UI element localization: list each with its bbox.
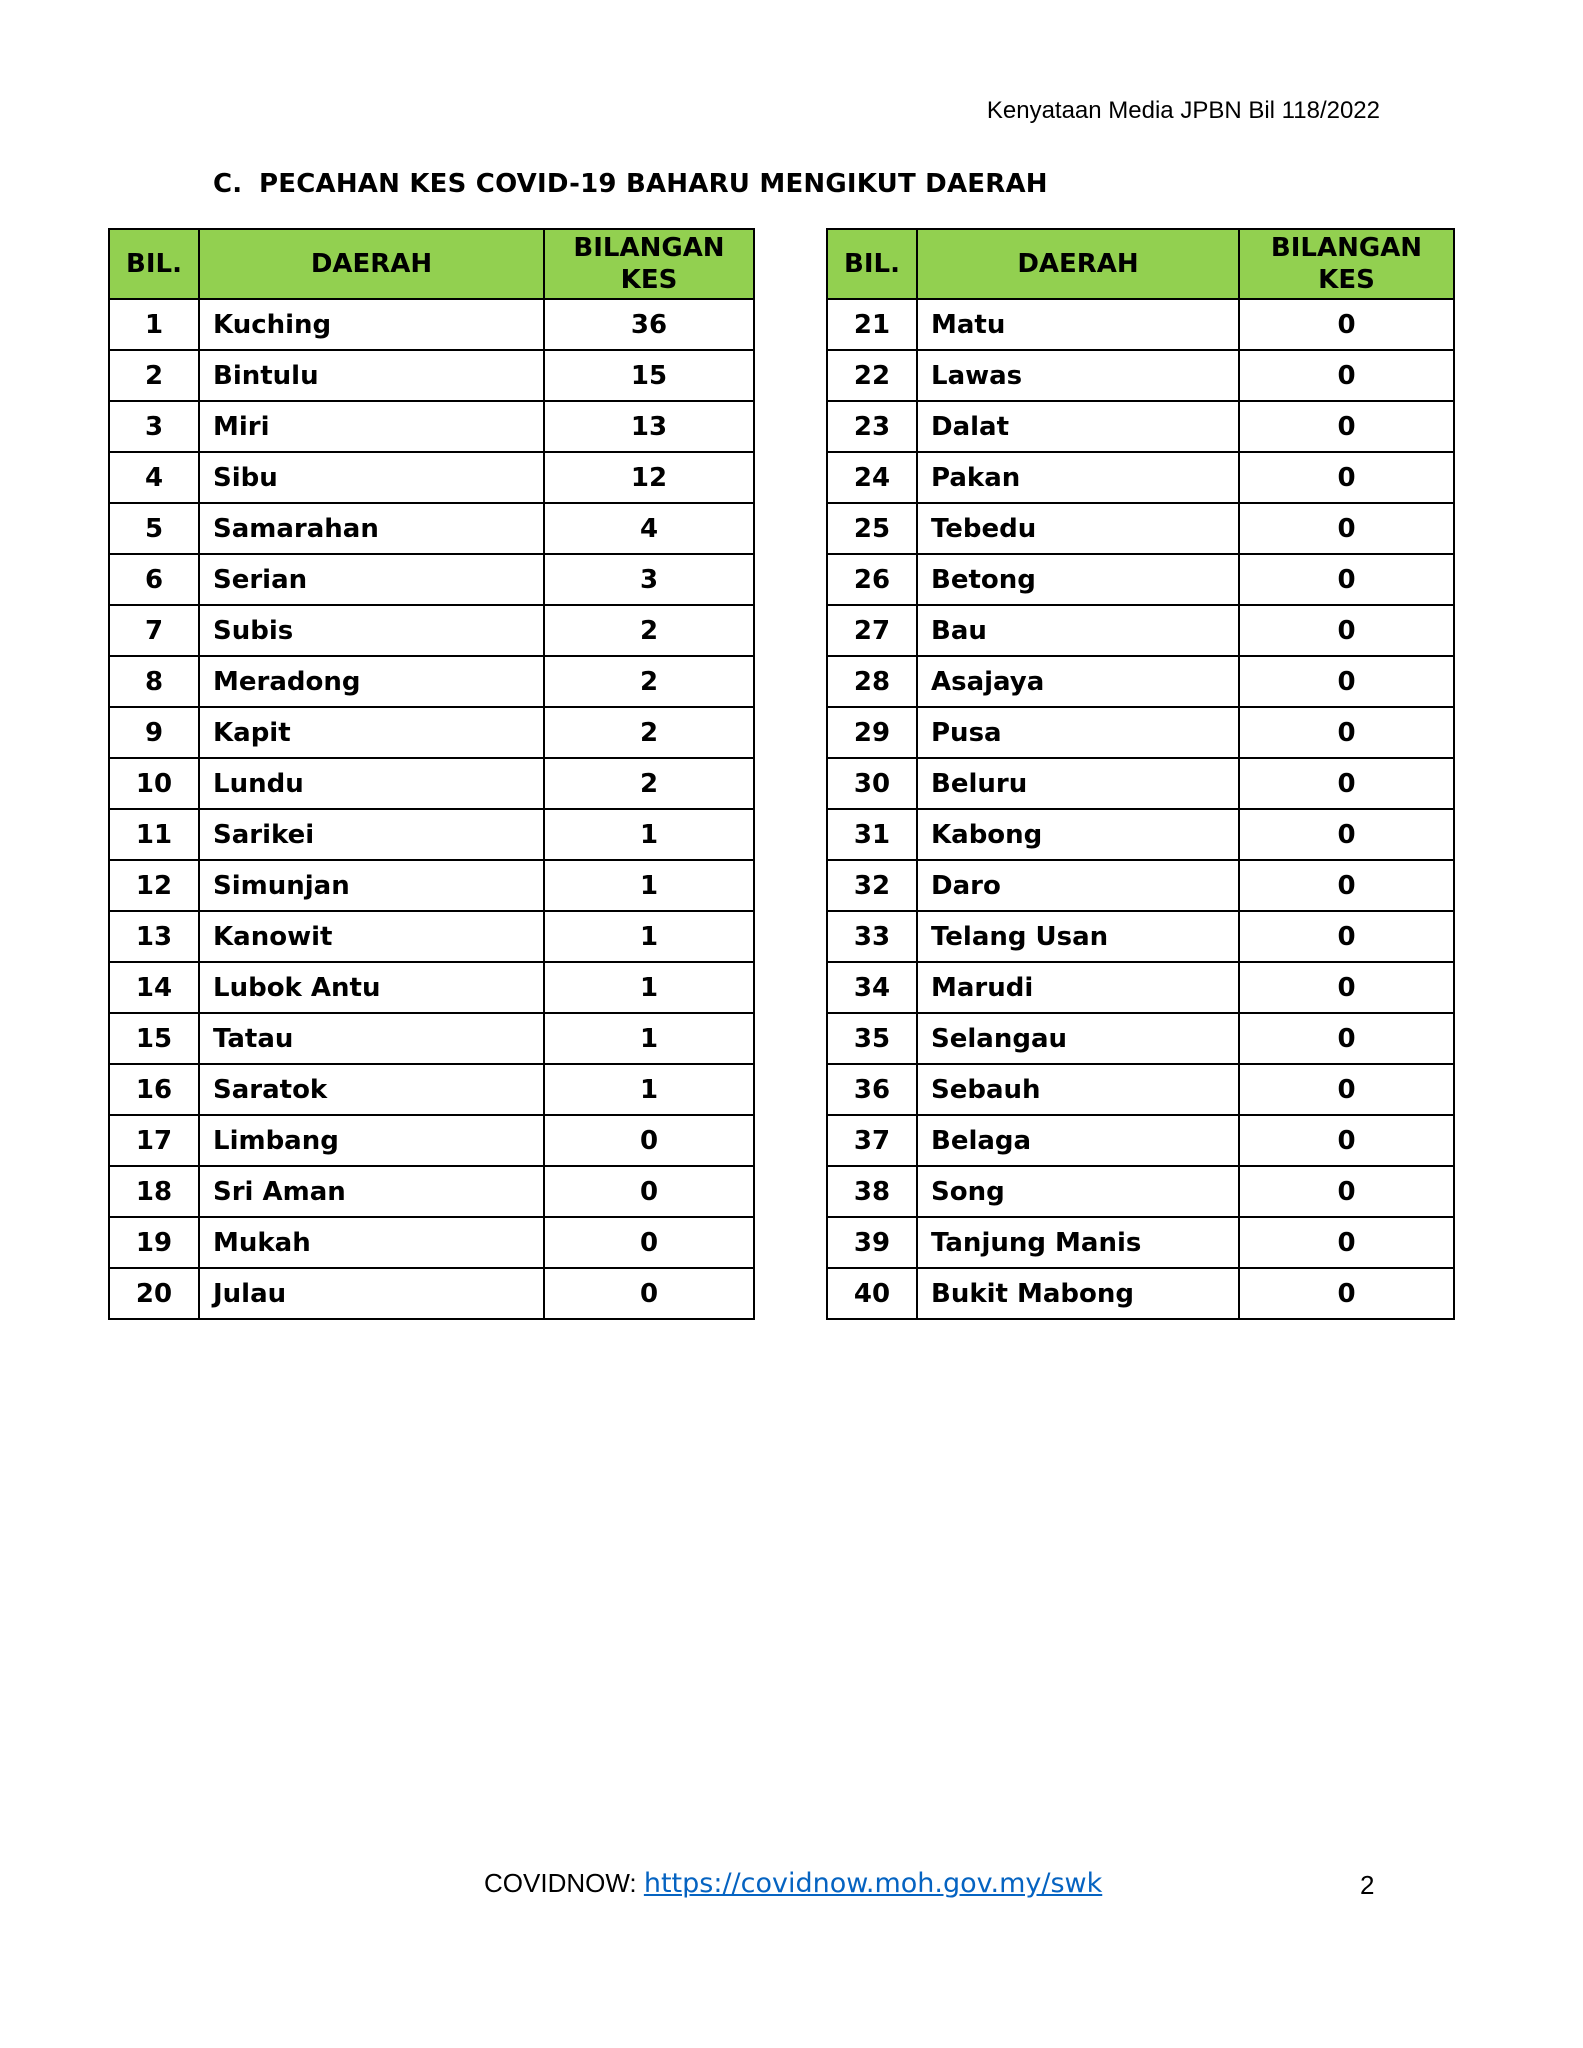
table-row [109,401,754,452]
section-title: PECAHAN KES COVID-19 BAHARU MENGIKUT DAERAH [259,169,1048,199]
table-row [109,860,754,911]
row-district-cell: Lawas [917,350,1239,401]
row-cases-cell: 0 [1239,452,1454,503]
row-number-cell: 3 [109,401,199,452]
row-cases-cell: 4 [544,503,754,554]
section-heading [213,169,1048,199]
row-district-cell: Simunjan [199,860,544,911]
table-row [109,1268,754,1319]
row-cases-cell: 2 [544,707,754,758]
table-row [109,605,754,656]
table-row [109,554,754,605]
row-cases-cell: 0 [1239,1064,1454,1115]
row-district-cell: Miri [199,401,544,452]
row-district-cell: Marudi [917,962,1239,1013]
row-district-cell: Kabong [917,809,1239,860]
row-number-cell: 28 [827,656,917,707]
row-number-cell: 20 [109,1268,199,1319]
row-cases-cell: 1 [544,860,754,911]
table-row [109,299,754,350]
row-cases-cell: 2 [544,605,754,656]
row-cases-cell: 0 [1239,809,1454,860]
row-cases-cell: 2 [544,758,754,809]
table-row [109,1115,754,1166]
column-header-cases [1239,229,1454,299]
row-cases-cell: 0 [1239,860,1454,911]
district-table-right-body [827,299,1454,1319]
row-district-cell: Samarahan [199,503,544,554]
table-row [109,503,754,554]
table-row [827,1064,1454,1115]
table-row [827,1013,1454,1064]
table-row [109,1166,754,1217]
row-number-cell: 27 [827,605,917,656]
row-cases-cell: 0 [1239,962,1454,1013]
row-number-cell: 33 [827,911,917,962]
row-district-cell: Telang Usan [917,911,1239,962]
row-district-cell: Asajaya [917,656,1239,707]
table-row [827,554,1454,605]
row-number-cell: 31 [827,809,917,860]
row-district-cell: Betong [917,554,1239,605]
row-district-cell: Tanjung Manis [917,1217,1239,1268]
table-row [109,1217,754,1268]
row-district-cell: Serian [199,554,544,605]
footer-source [484,1868,1102,1899]
row-district-cell: Sri Aman [199,1166,544,1217]
footer-prefix: COVIDNOW: [484,1868,644,1898]
row-cases-cell: 1 [544,1013,754,1064]
row-district-cell: Tebedu [917,503,1239,554]
row-district-cell: Bintulu [199,350,544,401]
district-table-left [108,228,755,1320]
row-district-cell: Selangau [917,1013,1239,1064]
row-district-cell: Tatau [199,1013,544,1064]
row-district-cell: Beluru [917,758,1239,809]
row-number-cell: 9 [109,707,199,758]
row-cases-cell: 0 [1239,1115,1454,1166]
row-number-cell: 6 [109,554,199,605]
table-row [109,452,754,503]
column-header-cases-line1: BILANGAN [573,233,725,263]
row-number-cell: 22 [827,350,917,401]
row-number-cell: 18 [109,1166,199,1217]
covidnow-link[interactable]: https://covidnow.moh.gov.my/swk [643,1868,1103,1899]
row-number-cell: 23 [827,401,917,452]
row-cases-cell: 0 [1239,503,1454,554]
row-cases-cell: 2 [544,656,754,707]
table-row [827,452,1454,503]
row-district-cell: Pusa [917,707,1239,758]
table-row [827,350,1454,401]
row-district-cell: Saratok [199,1064,544,1115]
page-number: 2 [1360,1870,1375,1900]
row-cases-cell: 3 [544,554,754,605]
row-number-cell: 19 [109,1217,199,1268]
row-cases-cell: 0 [1239,1217,1454,1268]
column-header-cases [544,229,754,299]
row-district-cell: Lubok Antu [199,962,544,1013]
table-header-row [827,229,1454,299]
table-row [827,809,1454,860]
column-header-cases-line2: KES [1318,265,1375,295]
document-reference: Kenyataan Media JPBN Bil 118/2022 [986,97,1380,124]
table-row [827,401,1454,452]
row-cases-cell: 0 [1239,758,1454,809]
table-row [109,656,754,707]
row-number-cell: 12 [109,860,199,911]
table-row [109,758,754,809]
row-number-cell: 16 [109,1064,199,1115]
row-number-cell: 32 [827,860,917,911]
row-number-cell: 40 [827,1268,917,1319]
row-district-cell: Bau [917,605,1239,656]
row-cases-cell: 0 [1239,1013,1454,1064]
table-row [827,503,1454,554]
table-row [109,809,754,860]
row-number-cell: 2 [109,350,199,401]
row-number-cell: 17 [109,1115,199,1166]
row-cases-cell: 0 [544,1217,754,1268]
row-number-cell: 10 [109,758,199,809]
row-number-cell: 30 [827,758,917,809]
column-header-district: DAERAH [917,229,1239,299]
row-number-cell: 38 [827,1166,917,1217]
section-letter: C. [213,169,243,199]
row-number-cell: 13 [109,911,199,962]
table-row [827,1268,1454,1319]
row-cases-cell: 1 [544,1064,754,1115]
row-number-cell: 14 [109,962,199,1013]
row-cases-cell: 0 [1239,299,1454,350]
table-row [827,1115,1454,1166]
row-district-cell: Lundu [199,758,544,809]
row-district-cell: Pakan [917,452,1239,503]
district-table-left-body [109,299,754,1319]
row-cases-cell: 0 [1239,605,1454,656]
column-header-number: BIL. [109,229,199,299]
row-district-cell: Song [917,1166,1239,1217]
row-cases-cell: 0 [544,1115,754,1166]
row-cases-cell: 1 [544,962,754,1013]
row-cases-cell: 0 [1239,350,1454,401]
row-number-cell: 24 [827,452,917,503]
row-district-cell: Kanowit [199,911,544,962]
row-number-cell: 15 [109,1013,199,1064]
row-cases-cell: 36 [544,299,754,350]
table-row [827,605,1454,656]
row-number-cell: 39 [827,1217,917,1268]
row-cases-cell: 0 [1239,1166,1454,1217]
column-header-district: DAERAH [199,229,544,299]
table-row [827,1217,1454,1268]
row-number-cell: 7 [109,605,199,656]
table-row [827,1166,1454,1217]
row-number-cell: 5 [109,503,199,554]
row-cases-cell: 1 [544,809,754,860]
table-row [109,911,754,962]
row-cases-cell: 1 [544,911,754,962]
row-district-cell: Belaga [917,1115,1239,1166]
row-cases-cell: 0 [1239,554,1454,605]
row-cases-cell: 0 [1239,656,1454,707]
table-row [109,962,754,1013]
row-cases-cell: 13 [544,401,754,452]
row-number-cell: 29 [827,707,917,758]
row-number-cell: 25 [827,503,917,554]
row-cases-cell: 0 [544,1268,754,1319]
row-cases-cell: 0 [544,1166,754,1217]
row-district-cell: Dalat [917,401,1239,452]
column-header-cases-line1: BILANGAN [1270,233,1423,263]
row-district-cell: Limbang [199,1115,544,1166]
row-district-cell: Sibu [199,452,544,503]
row-cases-cell: 0 [1239,911,1454,962]
row-district-cell: Daro [917,860,1239,911]
table-row [109,1064,754,1115]
table-row [827,962,1454,1013]
row-cases-cell: 15 [544,350,754,401]
table-row [827,656,1454,707]
row-district-cell: Matu [917,299,1239,350]
row-number-cell: 1 [109,299,199,350]
table-row [827,758,1454,809]
row-district-cell: Kuching [199,299,544,350]
row-cases-cell: 0 [1239,401,1454,452]
row-number-cell: 8 [109,656,199,707]
row-district-cell: Kapit [199,707,544,758]
row-number-cell: 21 [827,299,917,350]
table-row [827,299,1454,350]
row-number-cell: 26 [827,554,917,605]
table-row [827,860,1454,911]
row-district-cell: Meradong [199,656,544,707]
table-row [109,1013,754,1064]
table-row [109,350,754,401]
row-district-cell: Mukah [199,1217,544,1268]
row-number-cell: 34 [827,962,917,1013]
row-district-cell: Subis [199,605,544,656]
column-header-number: BIL. [827,229,917,299]
row-district-cell: Bukit Mabong [917,1268,1239,1319]
row-number-cell: 37 [827,1115,917,1166]
row-number-cell: 35 [827,1013,917,1064]
table-header-row [109,229,754,299]
row-number-cell: 4 [109,452,199,503]
district-table-right [826,228,1455,1320]
row-cases-cell: 0 [1239,1268,1454,1319]
row-district-cell: Sebauh [917,1064,1239,1115]
row-district-cell: Sarikei [199,809,544,860]
row-number-cell: 11 [109,809,199,860]
table-row [827,707,1454,758]
row-cases-cell: 0 [1239,707,1454,758]
row-district-cell: Julau [199,1268,544,1319]
row-cases-cell: 12 [544,452,754,503]
row-number-cell: 36 [827,1064,917,1115]
table-row [827,911,1454,962]
table-row [109,707,754,758]
column-header-cases-line2: KES [620,265,678,295]
